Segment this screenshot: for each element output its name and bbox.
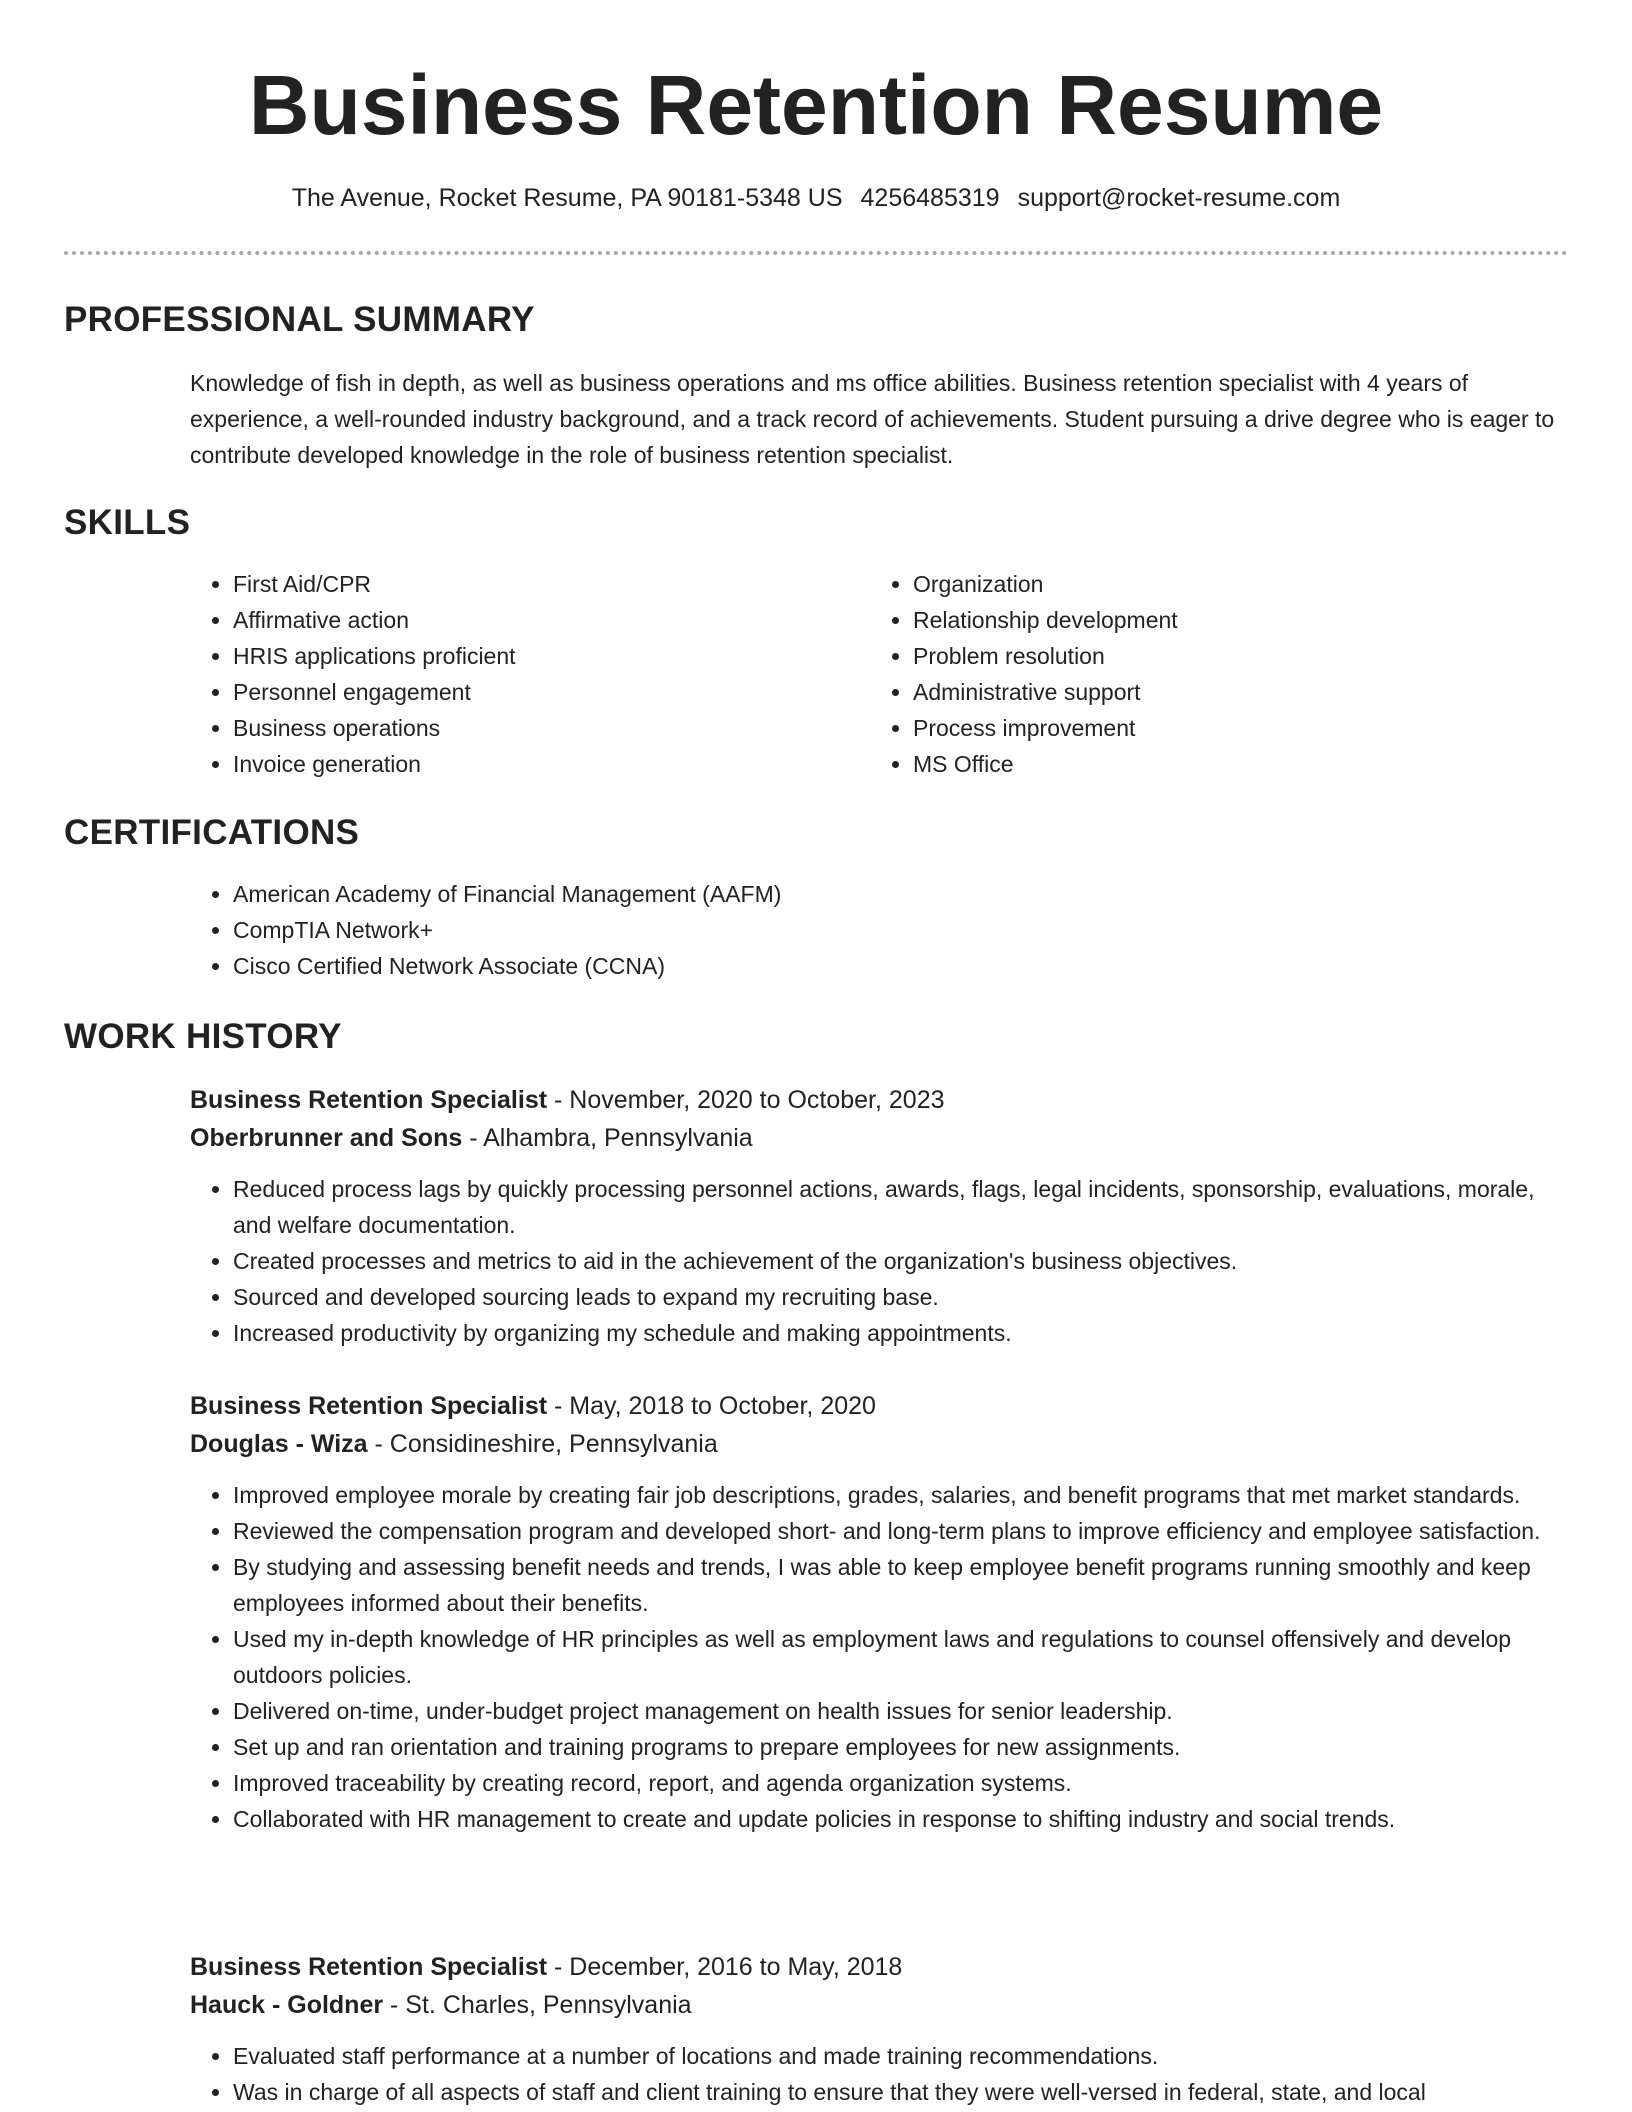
header-divider xyxy=(64,251,1568,255)
job-bullet: • Created processes and metrics to aid in the achievement of the organization's business objectives. xyxy=(233,1243,1570,1279)
resume-title: Business Retention Resume xyxy=(248,58,1384,152)
job-bullet: • Reviewed the compensation program and developed short- and long-term plans to improve efficiency and employee satisfaction. xyxy=(233,1513,1570,1549)
skill-item: • First Aid/CPR xyxy=(233,566,830,602)
skill-item: • HRIS applications proficient xyxy=(233,638,830,674)
certifications-block xyxy=(190,876,1565,984)
contact-address: The Avenue, Rocket Resume, PA 90181-5348 US xyxy=(291,184,843,212)
contact-email: support@rocket-resume.com xyxy=(1017,184,1341,212)
job-bullets xyxy=(190,1171,1570,1351)
job-entry xyxy=(190,1948,1570,2110)
skill-item: • Administrative support xyxy=(913,674,1510,710)
contact-phone: 4256485319 xyxy=(860,184,1000,212)
job-company-line xyxy=(190,1119,1570,1157)
certification-item: • Cisco Certified Network Associate (CCNA) xyxy=(233,948,1565,984)
job-role-line xyxy=(190,1081,1570,1119)
skills-heading: SKILLS xyxy=(64,503,191,542)
job-location: - Alhambra, Pennsylvania xyxy=(462,1124,753,1152)
skill-item: • Invoice generation xyxy=(233,746,830,782)
job-bullet: • Improved traceability by creating record, report, and agenda organization systems. xyxy=(233,1765,1570,1801)
job-bullet: • Increased productivity by organizing my schedule and making appointments. xyxy=(233,1315,1570,1351)
work-history-heading: WORK HISTORY xyxy=(64,1017,342,1056)
job-role: Business Retention Specialist xyxy=(190,1086,548,1114)
job-bullet: • Improved employee morale by creating fair job descriptions, grades, salaries, and benefit programs that met market standards. xyxy=(233,1477,1570,1513)
job-bullet: • Evaluated staff performance at a number of locations and made training recommendations. xyxy=(233,2038,1570,2074)
job-role: Business Retention Specialist xyxy=(190,1953,548,1981)
job-entry xyxy=(190,1387,1570,1837)
certification-item: • CompTIA Network+ xyxy=(233,912,1565,948)
skill-item: • Process improvement xyxy=(913,710,1510,746)
job-entry xyxy=(190,1081,1570,1351)
job-bullet: • Used my in-depth knowledge of HR principles as well as employment laws and regulations to counsel offensively and develop outdoors policies. xyxy=(233,1621,1570,1693)
job-bullet: • Was in charge of all aspects of staff and client training to ensure that they were well-versed in federal, state, and local xyxy=(233,2074,1570,2110)
skills-right-column xyxy=(870,566,1510,782)
skill-item: • Business operations xyxy=(233,710,830,746)
skill-item: • Organization xyxy=(913,566,1510,602)
job-bullet: • Delivered on-time, under-budget project management on health issues for senior leadership. xyxy=(233,1693,1570,1729)
job-dates: - May, 2018 to October, 2020 xyxy=(547,1392,876,1420)
job-company-line xyxy=(190,1986,1570,2024)
certifications-heading: CERTIFICATIONS xyxy=(64,813,360,852)
summary-text: Knowledge of fish in depth, as well as business operations and ms office abilities. Business retention specialist with 4 years of experience, a well-rounded industry background, and a track record of achievements. Student pursuing a drive degree who is eager to contribute developed knowledge in the role of business retention specialist. xyxy=(190,370,1555,468)
job-bullet: • By studying and assessing benefit needs and trends, I was able to keep employee benefit programs running smoothly and keep employees informed about their benefits. xyxy=(233,1549,1570,1621)
summary-heading: PROFESSIONAL SUMMARY xyxy=(64,300,535,339)
certifications-list xyxy=(190,876,1565,984)
contact-line xyxy=(0,180,1632,216)
skill-item: • MS Office xyxy=(913,746,1510,782)
job-role-line xyxy=(190,1948,1570,1986)
job-company-line xyxy=(190,1425,1570,1463)
skill-item: • Problem resolution xyxy=(913,638,1510,674)
skill-item: • Affirmative action xyxy=(233,602,830,638)
skills-left-column xyxy=(190,566,830,782)
job-role: Business Retention Specialist xyxy=(190,1392,548,1420)
job-role-line xyxy=(190,1387,1570,1425)
skill-item: • Personnel engagement xyxy=(233,674,830,710)
job-location: - St. Charles, Pennsylvania xyxy=(383,1991,692,2019)
skill-item: • Relationship development xyxy=(913,602,1510,638)
job-bullets xyxy=(190,1477,1570,1837)
job-company: Oberbrunner and Sons xyxy=(190,1124,463,1152)
job-dates: - December, 2016 to May, 2018 xyxy=(547,1953,903,1981)
job-company: Hauck - Goldner xyxy=(190,1991,384,2019)
job-bullet: • Collaborated with HR management to create and update policies in response to shifting industry and social trends. xyxy=(233,1801,1570,1837)
job-bullets xyxy=(190,2038,1570,2110)
job-bullet: • Set up and ran orientation and training programs to prepare employees for new assignments. xyxy=(233,1729,1570,1765)
job-company: Douglas - Wiza xyxy=(190,1430,368,1458)
certification-item: • American Academy of Financial Management (AAFM) xyxy=(233,876,1565,912)
job-location: - Considineshire, Pennsylvania xyxy=(367,1430,718,1458)
job-bullet: • Reduced process lags by quickly processing personnel actions, awards, flags, legal incidents, sponsorship, evaluations, morale, and welfare documentation. xyxy=(233,1171,1570,1243)
job-dates: - November, 2020 to October, 2023 xyxy=(547,1086,945,1114)
job-bullet: • Sourced and developed sourcing leads to expand my recruiting base. xyxy=(233,1279,1570,1315)
skills-right-list xyxy=(870,566,1510,782)
skills-left-list xyxy=(190,566,830,782)
